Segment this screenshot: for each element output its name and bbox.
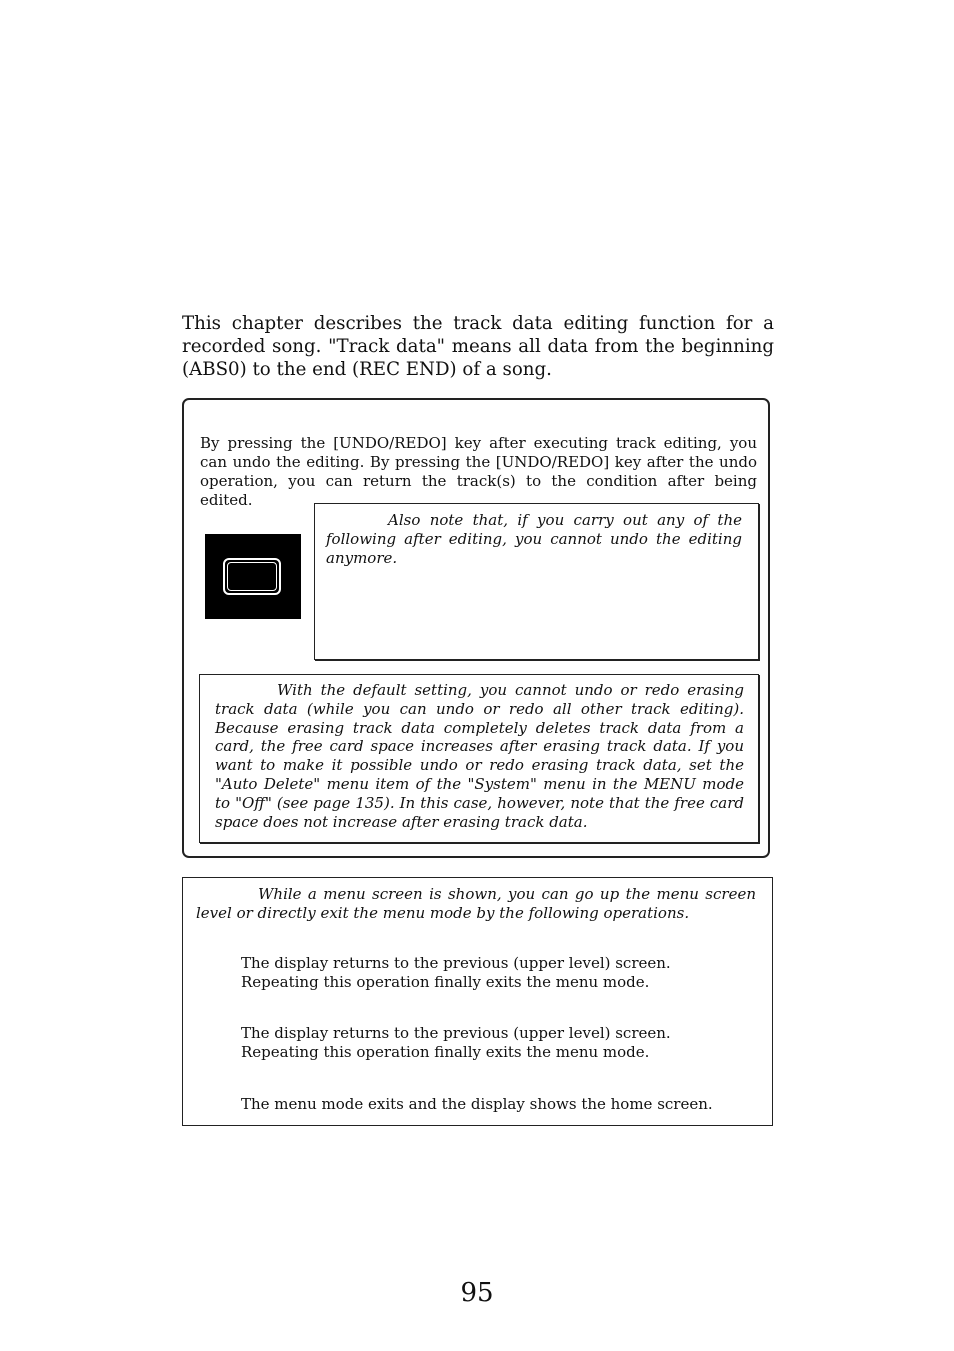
erase-note-box xyxy=(199,674,759,843)
undo-note-box xyxy=(314,503,759,660)
undo-note-text: Also note that, if you carry out any of the following after editing, you cannot undo the editing anymore. xyxy=(326,511,742,567)
intro-paragraph: This chapter describes the track data editing function for a recorded song. "Track data" means all data from the beginning (ABS0) to the end (REC END) of a song. xyxy=(182,313,774,380)
menu-operation-item: The display returns to the previous (upper level) screen. Repeating this operation finally exits the menu mode. xyxy=(241,1024,671,1061)
key-outline xyxy=(223,558,281,595)
undo-redo-key-icon xyxy=(205,534,301,619)
erase-note-text: With the default setting, you cannot undo or redo erasing track data (while you can undo or redo all other track editing). Because erasing track data completely deletes track data from a card, the free card space increases after erasing track data. If you want to make it possible undo or redo erasing track data, set the "Auto Delete" menu item of the "System" menu in the MENU mode to "Off" (see page 135). In this case, however, note that the free card space does not increase after erasing track data. xyxy=(215,681,744,831)
undo-redo-description: By pressing the [UNDO/REDO] key after executing track editing, you can undo the editing. By pressing the [UNDO/REDO] key after the undo operation, you can return the track(s) to the condition after being edited. xyxy=(200,434,757,509)
menu-intro-text: While a menu screen is shown, you can go up the menu screen level or directly exit the menu mode by the following operations. xyxy=(196,885,756,922)
menu-operation-item: The menu mode exits and the display shows the home screen. xyxy=(241,1095,713,1113)
page-number: 95 xyxy=(460,1278,494,1308)
menu-navigation-box xyxy=(182,877,773,1126)
menu-operation-item: The display returns to the previous (upper level) screen. Repeating this operation finally exits the menu mode. xyxy=(241,954,671,991)
undo-redo-box xyxy=(182,398,770,858)
